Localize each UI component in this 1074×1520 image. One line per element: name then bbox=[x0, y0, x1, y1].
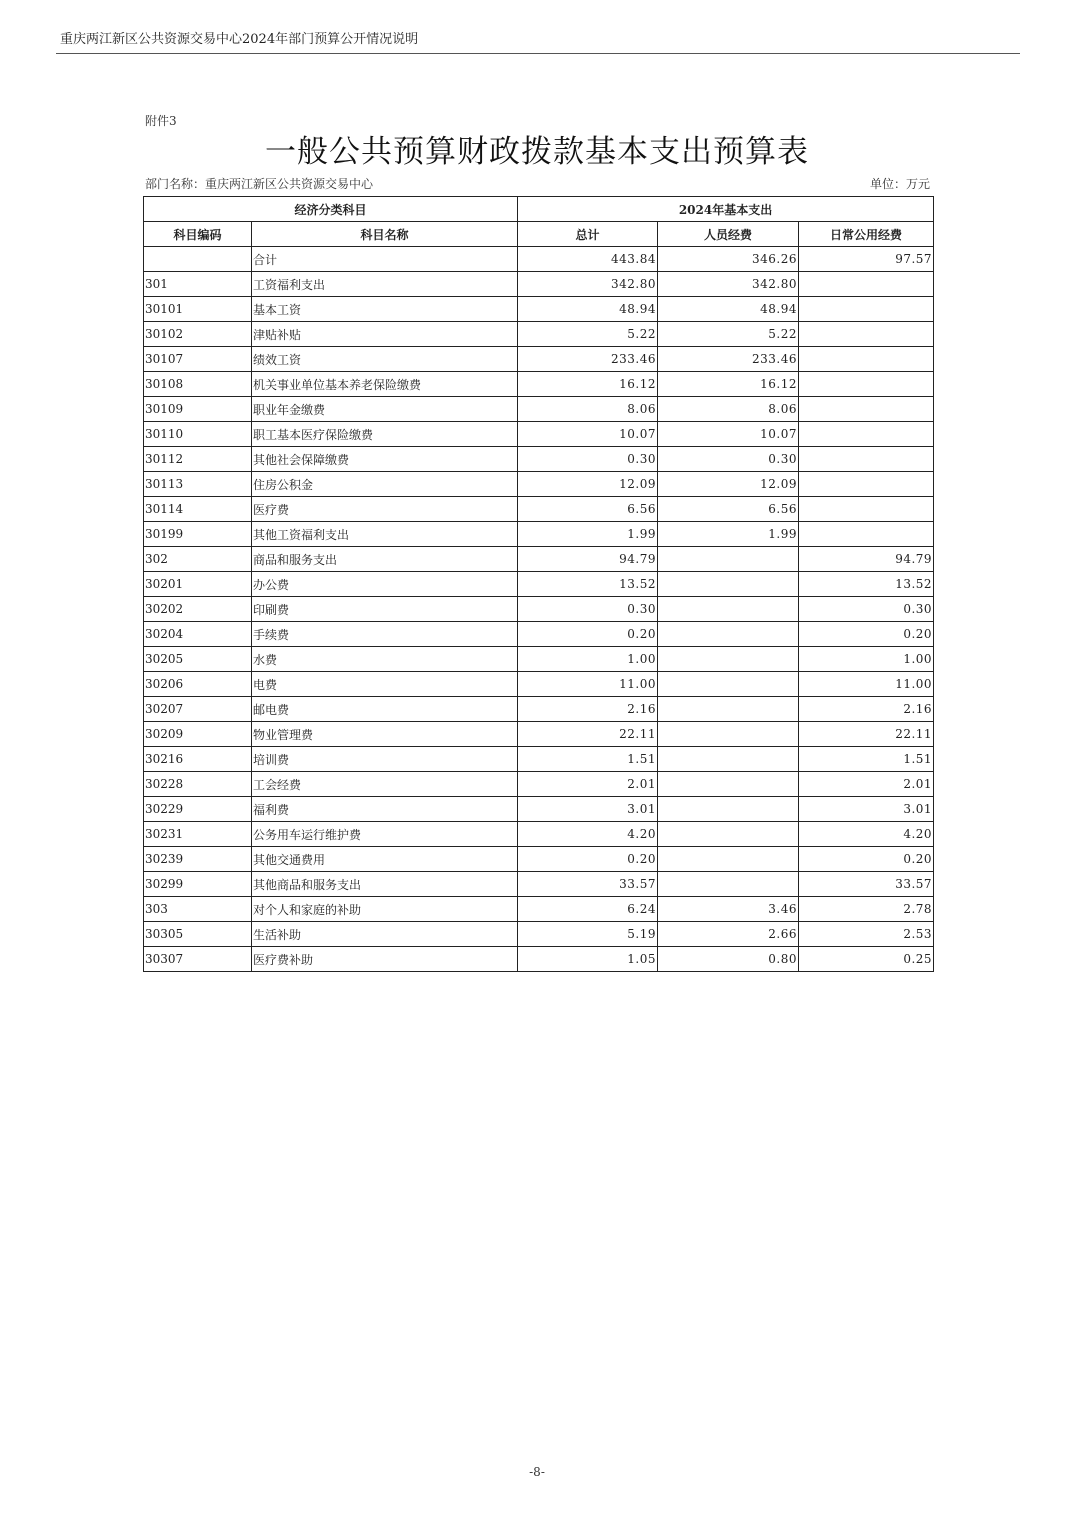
row-code-cell: 30299 bbox=[144, 872, 252, 897]
row-personnel-cell bbox=[658, 622, 799, 647]
row-personnel-cell: 346.26 bbox=[658, 247, 799, 272]
unit-label: 单位：万元 bbox=[869, 177, 930, 191]
table-row bbox=[144, 447, 934, 472]
row-name-cell: 对个人和家庭的补助 bbox=[252, 897, 518, 922]
row-personnel-cell bbox=[658, 597, 799, 622]
table-row bbox=[144, 847, 934, 872]
table-row bbox=[144, 522, 934, 547]
table-row bbox=[144, 797, 934, 822]
row-name-cell: 住房公积金 bbox=[252, 472, 518, 497]
row-code-cell: 30205 bbox=[144, 647, 252, 672]
page-header: 重庆两江新区公共资源交易中心2024年部门预算公开情况说明 bbox=[56, 30, 1020, 54]
row-public-cell: 2.16 bbox=[799, 697, 934, 722]
table-row bbox=[144, 672, 934, 697]
table-row bbox=[144, 272, 934, 297]
row-public-cell: 4.20 bbox=[799, 822, 934, 847]
budget-table bbox=[143, 196, 934, 972]
row-personnel-cell: 233.46 bbox=[658, 347, 799, 372]
row-total-cell: 12.09 bbox=[518, 472, 658, 497]
row-code-cell: 30307 bbox=[144, 947, 252, 972]
column-header-total: 总计 bbox=[518, 222, 658, 247]
table-row bbox=[144, 397, 934, 422]
row-personnel-cell: 6.56 bbox=[658, 497, 799, 522]
table-row bbox=[144, 647, 934, 672]
row-personnel-cell: 16.12 bbox=[658, 372, 799, 397]
row-personnel-cell bbox=[658, 822, 799, 847]
column-header-code: 科目编码 bbox=[144, 222, 252, 247]
row-total-cell: 22.11 bbox=[518, 722, 658, 747]
row-name-cell: 医疗费补助 bbox=[252, 947, 518, 972]
row-code-cell: 30207 bbox=[144, 697, 252, 722]
budget-table-body bbox=[144, 247, 934, 972]
row-total-cell: 5.19 bbox=[518, 922, 658, 947]
row-total-cell: 8.06 bbox=[518, 397, 658, 422]
row-total-cell: 16.12 bbox=[518, 372, 658, 397]
row-total-cell: 94.79 bbox=[518, 547, 658, 572]
row-total-cell: 0.30 bbox=[518, 597, 658, 622]
row-public-cell bbox=[799, 347, 934, 372]
row-code-cell: 30228 bbox=[144, 772, 252, 797]
row-name-cell: 其他商品和服务支出 bbox=[252, 872, 518, 897]
row-public-cell: 0.25 bbox=[799, 947, 934, 972]
row-name-cell: 津贴补贴 bbox=[252, 322, 518, 347]
table-row bbox=[144, 347, 934, 372]
row-public-cell: 94.79 bbox=[799, 547, 934, 572]
row-name-cell: 手续费 bbox=[252, 622, 518, 647]
table-row bbox=[144, 422, 934, 447]
row-name-cell: 医疗费 bbox=[252, 497, 518, 522]
table-row bbox=[144, 897, 934, 922]
row-public-cell: 11.00 bbox=[799, 672, 934, 697]
row-total-cell: 13.52 bbox=[518, 572, 658, 597]
row-personnel-cell: 48.94 bbox=[658, 297, 799, 322]
row-public-cell: 2.01 bbox=[799, 772, 934, 797]
row-code-cell bbox=[144, 247, 252, 272]
row-personnel-cell bbox=[658, 647, 799, 672]
table-row bbox=[144, 622, 934, 647]
row-code-cell: 30109 bbox=[144, 397, 252, 422]
table-row bbox=[144, 297, 934, 322]
group-header-econ: 经济分类科目 bbox=[144, 197, 518, 222]
row-personnel-cell: 1.99 bbox=[658, 522, 799, 547]
row-name-cell: 办公费 bbox=[252, 572, 518, 597]
row-total-cell: 1.99 bbox=[518, 522, 658, 547]
row-public-cell: 22.11 bbox=[799, 722, 934, 747]
row-personnel-cell bbox=[658, 772, 799, 797]
row-public-cell bbox=[799, 297, 934, 322]
row-name-cell: 其他交通费用 bbox=[252, 847, 518, 872]
row-code-cell: 30114 bbox=[144, 497, 252, 522]
row-personnel-cell: 10.07 bbox=[658, 422, 799, 447]
column-header-row bbox=[144, 222, 934, 247]
row-public-cell: 1.00 bbox=[799, 647, 934, 672]
row-personnel-cell: 2.66 bbox=[658, 922, 799, 947]
row-public-cell bbox=[799, 522, 934, 547]
row-public-cell: 33.57 bbox=[799, 872, 934, 897]
row-name-cell: 绩效工资 bbox=[252, 347, 518, 372]
row-public-cell: 0.20 bbox=[799, 622, 934, 647]
row-code-cell: 30239 bbox=[144, 847, 252, 872]
table-row bbox=[144, 597, 934, 622]
row-total-cell: 1.00 bbox=[518, 647, 658, 672]
attachment-label: 附件3 bbox=[145, 114, 177, 128]
row-personnel-cell: 5.22 bbox=[658, 322, 799, 347]
row-code-cell: 30216 bbox=[144, 747, 252, 772]
row-total-cell: 4.20 bbox=[518, 822, 658, 847]
table-row bbox=[144, 572, 934, 597]
table-row bbox=[144, 322, 934, 347]
row-total-cell: 342.80 bbox=[518, 272, 658, 297]
column-header-personnel: 人员经费 bbox=[658, 222, 799, 247]
department-name: 部门名称：重庆两江新区公共资源交易中心 bbox=[145, 177, 374, 191]
row-total-cell: 10.07 bbox=[518, 422, 658, 447]
group-header-row bbox=[144, 197, 934, 222]
row-public-cell bbox=[799, 447, 934, 472]
row-public-cell bbox=[799, 372, 934, 397]
table-row bbox=[144, 547, 934, 572]
row-total-cell: 48.94 bbox=[518, 297, 658, 322]
row-code-cell: 30199 bbox=[144, 522, 252, 547]
row-name-cell: 工资福利支出 bbox=[252, 272, 518, 297]
row-public-cell: 2.78 bbox=[799, 897, 934, 922]
row-code-cell: 30201 bbox=[144, 572, 252, 597]
row-total-cell: 5.22 bbox=[518, 322, 658, 347]
row-public-cell: 0.20 bbox=[799, 847, 934, 872]
row-public-cell bbox=[799, 397, 934, 422]
row-code-cell: 30209 bbox=[144, 722, 252, 747]
table-row bbox=[144, 947, 934, 972]
row-name-cell: 邮电费 bbox=[252, 697, 518, 722]
table-row bbox=[144, 472, 934, 497]
row-code-cell: 30112 bbox=[144, 447, 252, 472]
row-code-cell: 30229 bbox=[144, 797, 252, 822]
row-personnel-cell bbox=[658, 747, 799, 772]
row-code-cell: 30204 bbox=[144, 622, 252, 647]
table-row bbox=[144, 372, 934, 397]
row-code-cell: 301 bbox=[144, 272, 252, 297]
row-name-cell: 公务用车运行维护费 bbox=[252, 822, 518, 847]
row-code-cell: 30113 bbox=[144, 472, 252, 497]
row-total-cell: 2.01 bbox=[518, 772, 658, 797]
row-code-cell: 30101 bbox=[144, 297, 252, 322]
row-personnel-cell: 0.80 bbox=[658, 947, 799, 972]
row-total-cell: 0.20 bbox=[518, 622, 658, 647]
column-header-public: 日常公用经费 bbox=[799, 222, 934, 247]
row-public-cell bbox=[799, 422, 934, 447]
row-personnel-cell: 0.30 bbox=[658, 447, 799, 472]
row-total-cell: 0.30 bbox=[518, 447, 658, 472]
row-total-cell: 233.46 bbox=[518, 347, 658, 372]
row-name-cell: 商品和服务支出 bbox=[252, 547, 518, 572]
row-name-cell: 其他工资福利支出 bbox=[252, 522, 518, 547]
table-row bbox=[144, 497, 934, 522]
row-total-cell: 6.56 bbox=[518, 497, 658, 522]
row-public-cell bbox=[799, 272, 934, 297]
row-code-cell: 30206 bbox=[144, 672, 252, 697]
row-personnel-cell bbox=[658, 697, 799, 722]
group-header-basic: 2024年基本支出 bbox=[518, 197, 934, 222]
row-public-cell: 2.53 bbox=[799, 922, 934, 947]
row-personnel-cell bbox=[658, 797, 799, 822]
row-total-cell: 1.51 bbox=[518, 747, 658, 772]
row-name-cell: 生活补助 bbox=[252, 922, 518, 947]
row-name-cell: 电费 bbox=[252, 672, 518, 697]
row-public-cell: 1.51 bbox=[799, 747, 934, 772]
row-name-cell: 水费 bbox=[252, 647, 518, 672]
row-name-cell: 机关事业单位基本养老保险缴费 bbox=[252, 372, 518, 397]
row-public-cell: 97.57 bbox=[799, 247, 934, 272]
row-name-cell: 工会经费 bbox=[252, 772, 518, 797]
row-personnel-cell: 342.80 bbox=[658, 272, 799, 297]
row-name-cell: 培训费 bbox=[252, 747, 518, 772]
row-name-cell: 印刷费 bbox=[252, 597, 518, 622]
row-total-cell: 33.57 bbox=[518, 872, 658, 897]
row-name-cell: 职工基本医疗保险缴费 bbox=[252, 422, 518, 447]
row-public-cell: 0.30 bbox=[799, 597, 934, 622]
row-code-cell: 30202 bbox=[144, 597, 252, 622]
document-title: 一般公共预算财政拨款基本支出预算表 bbox=[265, 134, 809, 170]
row-total-cell: 3.01 bbox=[518, 797, 658, 822]
row-name-cell: 其他社会保障缴费 bbox=[252, 447, 518, 472]
row-total-cell: 443.84 bbox=[518, 247, 658, 272]
row-personnel-cell bbox=[658, 547, 799, 572]
row-name-cell: 物业管理费 bbox=[252, 722, 518, 747]
row-name-cell: 福利费 bbox=[252, 797, 518, 822]
row-code-cell: 30305 bbox=[144, 922, 252, 947]
row-personnel-cell: 3.46 bbox=[658, 897, 799, 922]
table-row bbox=[144, 722, 934, 747]
table-row bbox=[144, 747, 934, 772]
row-code-cell: 30110 bbox=[144, 422, 252, 447]
row-code-cell: 30102 bbox=[144, 322, 252, 347]
row-personnel-cell bbox=[658, 722, 799, 747]
row-code-cell: 30231 bbox=[144, 822, 252, 847]
row-public-cell bbox=[799, 322, 934, 347]
table-row bbox=[144, 697, 934, 722]
row-name-cell: 基本工资 bbox=[252, 297, 518, 322]
row-name-cell: 职业年金缴费 bbox=[252, 397, 518, 422]
table-row bbox=[144, 922, 934, 947]
row-code-cell: 30107 bbox=[144, 347, 252, 372]
table-row bbox=[144, 872, 934, 897]
row-code-cell: 302 bbox=[144, 547, 252, 572]
row-total-cell: 6.24 bbox=[518, 897, 658, 922]
row-total-cell: 11.00 bbox=[518, 672, 658, 697]
row-public-cell: 13.52 bbox=[799, 572, 934, 597]
row-personnel-cell bbox=[658, 672, 799, 697]
row-code-cell: 30108 bbox=[144, 372, 252, 397]
row-name-cell: 合计 bbox=[252, 247, 518, 272]
row-personnel-cell bbox=[658, 847, 799, 872]
row-personnel-cell bbox=[658, 572, 799, 597]
table-row bbox=[144, 822, 934, 847]
row-total-cell: 1.05 bbox=[518, 947, 658, 972]
page-number: -8- bbox=[529, 1465, 545, 1479]
table-row bbox=[144, 772, 934, 797]
table-row bbox=[144, 247, 934, 272]
row-public-cell: 3.01 bbox=[799, 797, 934, 822]
column-header-name: 科目名称 bbox=[252, 222, 518, 247]
row-personnel-cell: 8.06 bbox=[658, 397, 799, 422]
row-total-cell: 2.16 bbox=[518, 697, 658, 722]
row-code-cell: 303 bbox=[144, 897, 252, 922]
row-personnel-cell: 12.09 bbox=[658, 472, 799, 497]
row-public-cell bbox=[799, 497, 934, 522]
row-public-cell bbox=[799, 472, 934, 497]
row-personnel-cell bbox=[658, 872, 799, 897]
row-total-cell: 0.20 bbox=[518, 847, 658, 872]
